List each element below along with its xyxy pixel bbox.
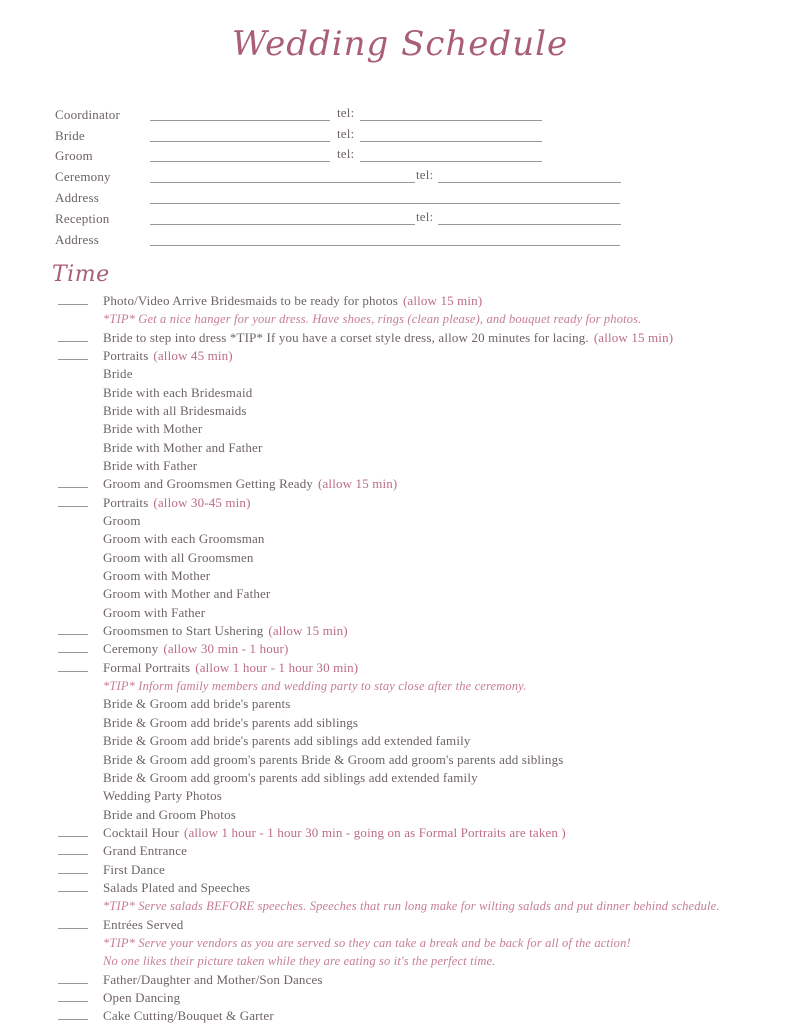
time-blank-field (58, 341, 103, 346)
allow-duration-note: (allow 15 min) (593, 329, 674, 345)
schedule-item-row (58, 657, 800, 675)
page-title: Wedding Schedule (231, 24, 569, 64)
item-text: Bride with Mother and Father (103, 439, 263, 455)
schedule-item-row (58, 547, 800, 565)
name-blank-field (150, 107, 330, 121)
item-text: Groom (103, 513, 141, 529)
contact-form-row (55, 123, 800, 144)
schedule-item-row (58, 584, 800, 602)
schedule-tip-row (58, 309, 800, 327)
schedule-item-row (58, 474, 800, 492)
schedule-item-row (58, 768, 800, 786)
tip-text: *TIP* Serve your vendors as you are served so they can take a break and be back for all of the action! (103, 935, 631, 950)
time-blank-field (58, 487, 103, 492)
tel-label: tel: (337, 125, 355, 141)
schedule-item-row (58, 382, 800, 400)
schedule-item-row (58, 346, 800, 364)
item-text: Entrées Served (103, 916, 184, 932)
item-text: Bride & Groom add bride's parents (103, 696, 291, 712)
allow-duration-note: (allow 30-45 min) (153, 494, 251, 510)
time-blank-field (58, 1019, 103, 1024)
schedule-item-row (58, 529, 800, 547)
item-text: Cake Cutting/Bouquet & Garter (103, 1008, 274, 1024)
time-blank-field (58, 359, 103, 364)
time-blank-field (58, 506, 103, 511)
item-text: Salads Plated and Speeches (103, 879, 251, 895)
time-blank-field (58, 652, 103, 657)
time-section-heading: Time (52, 261, 110, 287)
schedule-item-row (58, 988, 800, 1006)
venue-blank-field (150, 169, 415, 183)
contact-form-section (55, 102, 800, 248)
time-blank-field (58, 891, 103, 896)
schedule-item-row (58, 437, 800, 455)
time-blank-field (58, 836, 103, 841)
time-blank-field (58, 671, 103, 676)
schedule-item-row (58, 602, 800, 620)
schedule-tip-row (58, 896, 800, 914)
item-text: Formal Portraits (103, 659, 191, 675)
schedule-tip-row (58, 933, 800, 951)
schedule-item-row (58, 859, 800, 877)
name-blank-field (150, 148, 330, 162)
schedule-item-row (58, 419, 800, 437)
schedule-item-row (58, 694, 800, 712)
tel-blank-field (438, 211, 621, 225)
contact-field-label: Ceremony (55, 169, 111, 185)
item-text: Ceremony (103, 641, 159, 657)
allow-duration-note: (allow 1 hour - 1 hour 30 min - going on as Formal Portraits are taken ) (183, 824, 566, 840)
item-text: Bride and Groom Photos (103, 806, 236, 822)
tip-text: *TIP* Get a nice hanger for your dress. Have shoes, rings (clean please), and bouquet ready for photos. (103, 312, 642, 327)
schedule-item-row (58, 401, 800, 419)
schedule-item-row (58, 712, 800, 730)
item-text: Grand Entrance (103, 843, 188, 859)
item-text: Groom and Groomsmen Getting Ready (103, 476, 314, 492)
contact-form-row (55, 164, 800, 185)
allow-duration-note: (allow 45 min) (153, 347, 233, 363)
contact-field-label: Reception (55, 210, 110, 226)
allow-duration-note: (allow 15 min) (402, 292, 483, 308)
schedule-item-row (58, 731, 800, 749)
tel-label: tel: (337, 104, 355, 120)
contact-form-row (55, 185, 800, 206)
item-text: Wedding Party Photos (103, 788, 222, 804)
item-text: Groom with Mother and Father (103, 586, 271, 602)
tel-label: tel: (416, 167, 434, 183)
time-blank-field (58, 928, 103, 933)
item-text: Groomsmen to Start Ushering (103, 623, 264, 639)
schedule-item-row (58, 823, 800, 841)
schedule-item-row (58, 492, 800, 510)
tel-blank-field (438, 169, 621, 183)
item-text: Groom with Father (103, 604, 206, 620)
time-blank-field (58, 1001, 103, 1006)
schedule-item-row (58, 786, 800, 804)
schedule-item-row (58, 749, 800, 767)
schedule-item-row (58, 621, 800, 639)
tel-blank-field (360, 107, 542, 121)
schedule-item-row (58, 841, 800, 859)
tip-text: No one likes their picture taken while they are eating so it's the perfect time. (103, 954, 496, 969)
allow-duration-note: (allow 15 min) (318, 476, 398, 492)
contact-field-label: Groom (55, 148, 93, 164)
item-text: Bride with all Bridesmaids (103, 402, 247, 418)
schedule-item-row (58, 1006, 800, 1024)
tel-blank-field (360, 148, 542, 162)
item-text: Portraits (103, 347, 149, 363)
tel-label: tel: (337, 146, 355, 162)
item-text: Bride to step into dress *TIP* If you have a corset style dress, allow 20 minutes for lacing. (103, 329, 589, 345)
tip-text: *TIP* Serve salads BEFORE speeches. Speeches that run long make for wilting salads and put dinner behind schedule. (103, 899, 720, 914)
item-text: First Dance (103, 861, 165, 877)
address-blank-field (150, 232, 620, 246)
time-blank-field (58, 983, 103, 988)
item-text: Cocktail Hour (103, 824, 179, 840)
venue-blank-field (150, 211, 415, 225)
item-text: Portraits (103, 494, 149, 510)
address-blank-field (150, 190, 620, 204)
contact-form-row (55, 227, 800, 248)
contact-field-label: Address (55, 189, 100, 205)
tip-text: *TIP* Inform family members and wedding party to stay close after the ceremony. (103, 679, 527, 694)
item-text: Bride with Mother (103, 421, 203, 437)
item-text: Open Dancing (103, 989, 181, 1005)
item-text: Bride with Father (103, 458, 198, 474)
item-text: Bride & Groom add bride's parents add siblings add extended family (103, 733, 471, 749)
time-blank-field (58, 304, 103, 309)
contact-field-label: Bride (55, 127, 85, 143)
item-text: Bride & Groom add bride's parents add siblings (103, 714, 359, 730)
schedule-item-row (58, 327, 800, 345)
allow-duration-note: (allow 15 min) (268, 623, 348, 639)
time-blank-field (58, 854, 103, 859)
allow-duration-note: (allow 30 min - 1 hour) (163, 641, 289, 657)
item-text: Groom with each Groomsman (103, 531, 265, 547)
item-text: Groom with Mother (103, 568, 211, 584)
contact-form-row (55, 144, 800, 165)
tel-blank-field (360, 128, 542, 142)
allow-duration-note: (allow 1 hour - 1 hour 30 min) (195, 659, 359, 675)
schedule-checklist (58, 291, 800, 1025)
item-text: Bride (103, 366, 133, 382)
tel-label: tel: (416, 208, 434, 224)
item-text: Groom with all Groomsmen (103, 549, 254, 565)
schedule-item-row (58, 364, 800, 382)
contact-field-label: Coordinator (55, 106, 121, 122)
schedule-tip-row (58, 951, 800, 969)
schedule-item-row (58, 456, 800, 474)
item-text: Bride & Groom add groom's parents Bride & Groom add groom's parents add siblings (103, 751, 564, 767)
schedule-item-row (58, 511, 800, 529)
contact-field-label: Address (55, 231, 100, 247)
item-text: Father/Daughter and Mother/Son Dances (103, 971, 323, 987)
item-text: Bride & Groom add groom's parents add siblings add extended family (103, 769, 478, 785)
time-blank-field (58, 873, 103, 878)
schedule-item-row (58, 878, 800, 896)
name-blank-field (150, 128, 330, 142)
schedule-item-row (58, 969, 800, 987)
item-text: Bride with each Bridesmaid (103, 384, 253, 400)
schedule-item-row (58, 566, 800, 584)
item-text: Photo/Video Arrive Bridesmaids to be ready for photos (103, 292, 398, 308)
schedule-item-row (58, 639, 800, 657)
schedule-item-row (58, 914, 800, 932)
time-blank-field (58, 634, 103, 639)
schedule-item-row (58, 291, 800, 309)
schedule-tip-row (58, 676, 800, 694)
contact-form-row (55, 102, 800, 123)
contact-form-row (55, 206, 800, 227)
schedule-item-row (58, 804, 800, 822)
